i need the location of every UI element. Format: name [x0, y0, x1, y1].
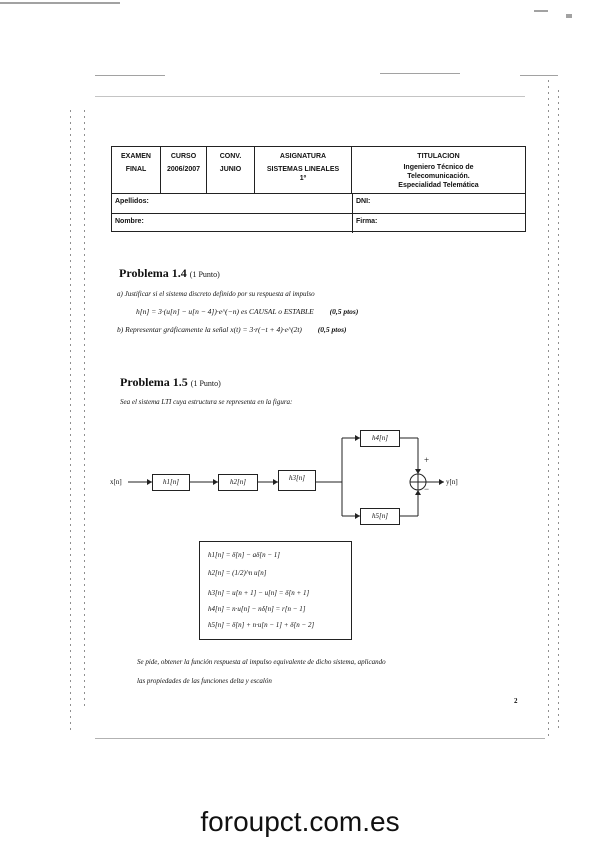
header-cell-conv: [207, 147, 255, 193]
header-degree-line2: Telecomunicación.: [407, 173, 470, 180]
equation-h1: h1[n] = δ[n] − aδ[n − 1]: [208, 551, 281, 559]
problem-15-heading: Problema 1.5: [120, 375, 188, 389]
equations-box: [199, 541, 352, 640]
scan-mark: [566, 14, 572, 18]
scan-mark: [558, 90, 559, 730]
scan-mark: [70, 110, 71, 730]
equation-h3: h3[n] = u[n + 1] − u[n] = δ[n + 1]: [208, 589, 310, 597]
name-label: Nombre:: [115, 218, 144, 225]
scan-mark: [84, 110, 85, 710]
header-degree-line3: Especialidad Telemática: [398, 182, 479, 189]
problem-15-question-line1: Se pide, obtener la función respuesta al impulso equivalente de dicho sistema, aplicando: [137, 658, 386, 666]
header-cell-degree: [352, 147, 525, 193]
problem-15-intro: Sea el sistema LTI cuya estructura se representa en la figura:: [120, 398, 293, 406]
scan-mark: [0, 2, 120, 4]
scan-mark: [520, 75, 558, 76]
problem-14-a-points: (0,5 ptos): [329, 307, 359, 316]
scan-mark: [548, 80, 549, 740]
problem-14-b-points: (0,5 ptos): [317, 325, 347, 334]
header-conv-value: JUNIO: [219, 166, 242, 173]
header-row-surname: [112, 193, 525, 213]
footer-watermark: foroupct.com.es: [200, 806, 400, 837]
problem-14-b-line: [117, 325, 347, 334]
sum-minus-sign: −: [424, 484, 430, 494]
diagram-input-label: x[n]: [110, 478, 122, 486]
header-degree-label: TITULACION: [417, 153, 460, 160]
header-course-label: CURSO: [170, 153, 197, 160]
header-conv-label: CONV.: [219, 153, 242, 160]
problem-14-heading: Problema 1.4: [119, 266, 187, 280]
problem-14-title: [119, 266, 220, 281]
problem-14-a-line: [136, 307, 358, 316]
header-exam-value: FINAL: [125, 166, 147, 173]
problem-14-a-text: a) Justificar si el sistema discreto definido por su respuesta al impulso: [117, 290, 315, 298]
diagram-output-label: y[n]: [446, 478, 458, 486]
header-cell-subject: [255, 147, 352, 193]
sum-plus-sign: +: [424, 455, 430, 465]
header-subject-label: ASIGNATURA: [279, 153, 327, 160]
block-h3: h3[n]: [278, 470, 316, 491]
block-h1: h1[n]: [152, 474, 190, 491]
problem-14-b-text: b) Representar gráficamente la señal x(t) = 3·r(−t + 4)·e^(2t): [117, 325, 302, 334]
header-subject-year: 1º: [299, 175, 307, 182]
header-exam-label: EXAMEN: [121, 153, 151, 160]
header-course-value: 2006/2007: [166, 166, 201, 173]
header-row-name: [112, 213, 525, 233]
arrow-head: [415, 469, 421, 474]
problem-15-question-line2: las propiedades de las funciones delta y escalón: [137, 677, 272, 685]
arrow-head: [439, 479, 444, 485]
problem-15-points: (1 Punto): [190, 379, 221, 388]
block-h4: h4[n]: [360, 430, 400, 447]
arrow-head: [415, 490, 421, 495]
surname-label: Apellidos:: [115, 198, 149, 205]
problem-14-a-formula: h[n] = 3·(u[n] − u[n − 4])·e^(−n) es CAUSAL o ESTABLE: [136, 307, 314, 316]
scan-mark: [95, 96, 525, 97]
scan-mark: [95, 738, 545, 739]
block-h2: h2[n]: [218, 474, 258, 491]
header-degree-line1: Ingeniero Técnico de: [403, 164, 474, 171]
dni-label: DNI:: [352, 194, 370, 213]
scan-mark: [380, 73, 460, 74]
scan-mark: [95, 75, 165, 76]
page-number: 2: [514, 697, 518, 705]
equation-h4: h4[n] = n·u[n] − nδ[n] = r[n − 1]: [208, 605, 306, 613]
header-subject-value: SISTEMAS LINEALES: [266, 166, 340, 173]
problem-15-title: [120, 375, 221, 390]
scan-mark: [534, 10, 548, 12]
header-cell-exam: [112, 147, 161, 193]
problem-14-points: (1 Punto): [189, 270, 220, 279]
signature-label: Firma:: [352, 214, 377, 233]
equation-h5: h5[n] = δ[n] + n·u[n − 1] + δ[n − 2]: [208, 621, 315, 629]
block-h5: h5[n]: [360, 508, 400, 525]
exam-header-table: [111, 146, 526, 232]
header-cell-course: [161, 147, 207, 193]
equation-h2: h2[n] = (1/2)^n u[n]: [208, 569, 267, 577]
